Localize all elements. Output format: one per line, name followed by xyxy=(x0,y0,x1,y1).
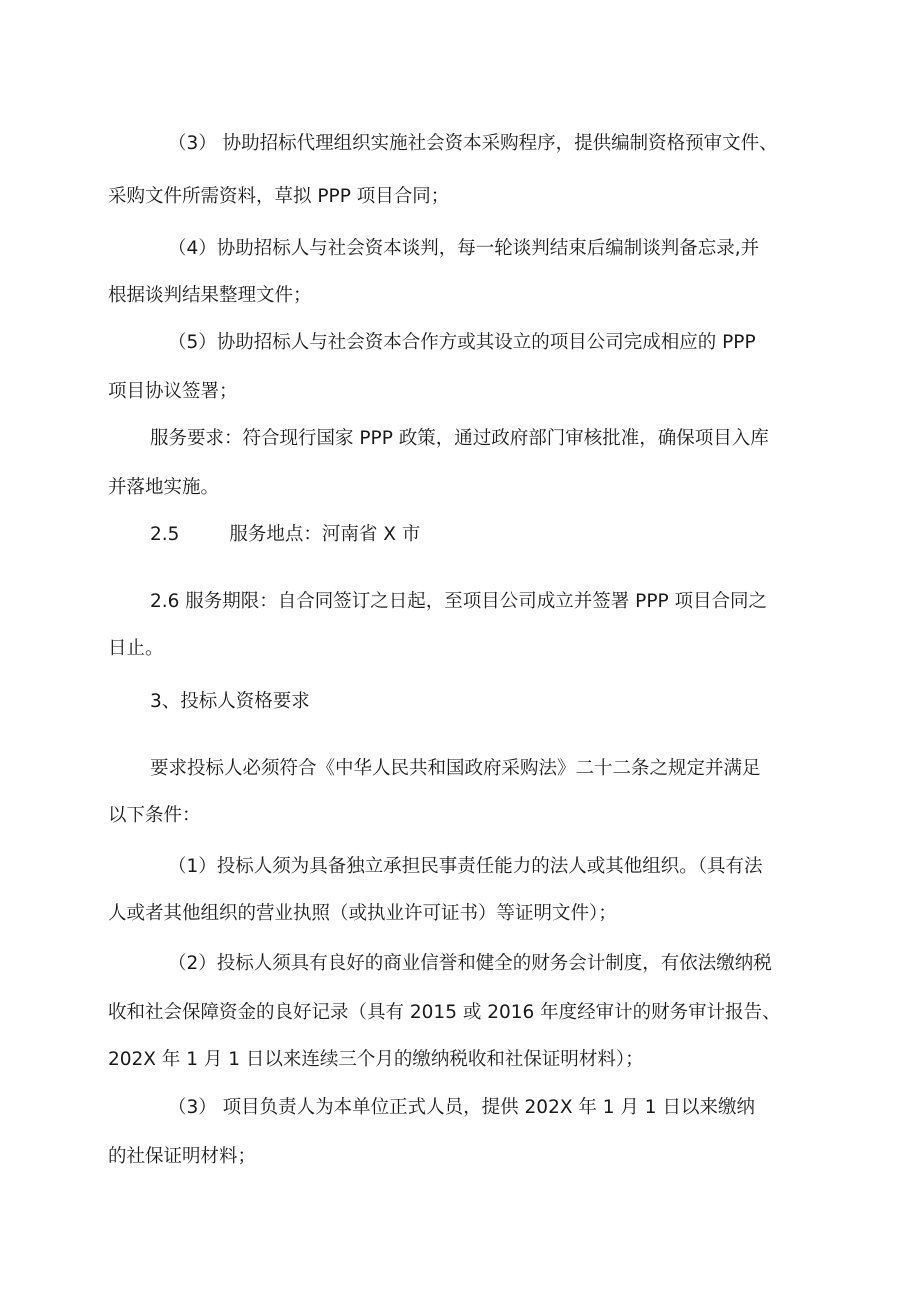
paragraph-line: 并落地实施。 xyxy=(108,477,220,498)
section-line xyxy=(150,522,420,548)
paragraph-line: 收和社会保障资金的良好记录（具有 2015 或 2016 年度经审计的财务审计报告、 xyxy=(108,1002,781,1023)
section-heading: 3、投标人资格要求 xyxy=(150,691,310,712)
paragraph-line: （1）投标人须为具备独立承担民事责任能力的法人或其他组织。（具有法 xyxy=(168,856,763,877)
paragraph-line: （2）投标人须具有良好的商业信誉和健全的财务会计制度，有依法缴纳税 xyxy=(168,953,772,974)
paragraph-line: 根据谈判结果整理文件； xyxy=(108,285,312,306)
paragraph-line: 2.6 服务期限：自合同签订之日起，至项目公司成立并签署 PPP 项目合同之 xyxy=(150,591,768,612)
paragraph-line: （4）协助招标人与社会资本谈判，每一轮谈判结束后编制谈判备忘录,并 xyxy=(168,238,760,259)
paragraph-line: 202X 年 1 月 1 日以来连续三个月的缴纳税收和社保证明材料）； xyxy=(108,1049,644,1070)
paragraph-line: 采购文件所需资料，草拟 PPP 项目合同； xyxy=(108,186,450,207)
paragraph-line: （3） 项目负责人为本单位正式人员，提供 202X 年 1 月 1 日以来缴纳 xyxy=(168,1097,755,1118)
paragraph-line: （5）协助招标人与社会资本合作方或其设立的项目公司完成相应的 PPP xyxy=(168,332,756,353)
paragraph-line: （3） 协助招标代理组织实施社会资本采购程序，提供编制资格预审文件、 xyxy=(168,133,778,154)
paragraph-line: 日止。 xyxy=(108,638,164,659)
paragraph-line: 人或者其他组织的营业执照（或执业许可证书）等证明文件）； xyxy=(108,903,617,924)
section-number: 2.5 xyxy=(150,524,180,545)
paragraph-line: 服务要求：符合现行国家 PPP 政策，通过政府部门审核批准，确保项目入库 xyxy=(150,428,769,449)
paragraph-line: 以下条件： xyxy=(108,805,201,826)
paragraph-line: 的社保证明材料； xyxy=(108,1146,257,1167)
section-text: 服务地点：河南省 X 市 xyxy=(229,524,421,545)
paragraph-line: 项目协议签署； xyxy=(108,381,238,402)
paragraph-line: 要求投标人必须符合《中华人民共和国政府采购法》二十二条之规定并满足 xyxy=(150,758,761,779)
